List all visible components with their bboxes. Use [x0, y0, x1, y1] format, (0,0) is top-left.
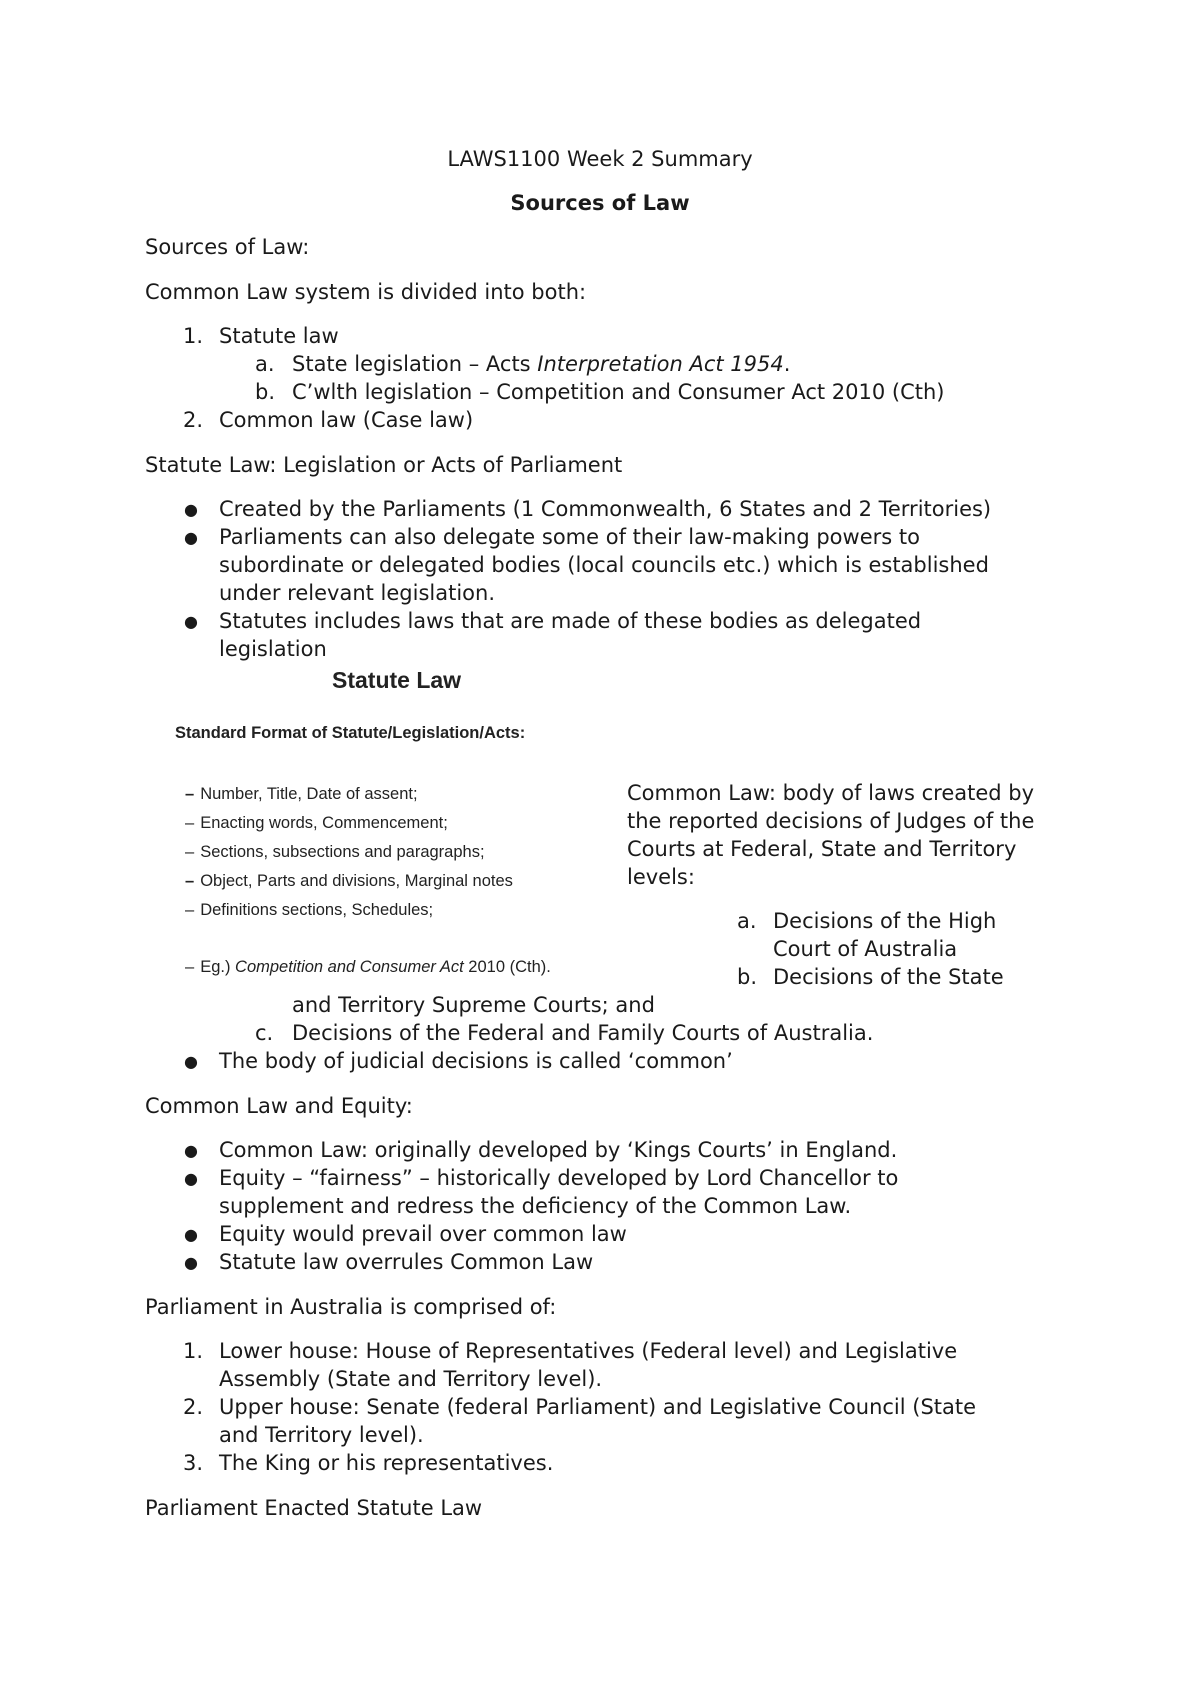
list-item: Parliaments can also delegate some of their law-making powers to [219, 525, 920, 549]
dash-icon: – [185, 843, 195, 861]
bullet-icon: ● [184, 528, 198, 547]
list-number: 2. [183, 1395, 204, 1419]
list-item: The King or his representatives. [219, 1451, 554, 1475]
slide-line-text: Number, Title, Date of assent; [200, 785, 418, 803]
equity-heading: Common Law and Equity: [145, 1094, 413, 1118]
list-number: 1. [183, 324, 204, 348]
final-heading: Parliament Enacted Statute Law [145, 1496, 483, 1520]
act-name: Interpretation Act 1954 [537, 352, 784, 376]
list-item: Common law (Case law) [219, 408, 474, 432]
list-item-continued: Court of Australia [773, 937, 958, 961]
list-item: C’wlth legislation – Competition and Consumer Act 2010 (Cth) [292, 380, 945, 404]
list-item: Decisions of the Federal and Family Courts of Australia. [292, 1021, 874, 1045]
list-item-continued: supplement and redress the deficiency of the Common Law. [219, 1194, 852, 1218]
text-line: Common Law: body of laws created by [627, 781, 1035, 805]
list-item [292, 350, 790, 378]
document-title: LAWS1100 Week 2 Summary [447, 147, 753, 171]
item-punct: . [783, 352, 791, 376]
list-item: Statute law overrules Common Law [219, 1250, 594, 1274]
list-item-continued: subordinate or delegated bodies (local councils etc.) which is established [219, 553, 989, 577]
list-item: Created by the Parliaments (1 Commonwealth, 6 States and 2 Territories) [219, 497, 992, 521]
list-item: Statutes includes laws that are made of these bodies as delegated [219, 609, 922, 633]
dash-icon: – [185, 872, 195, 890]
list-item: Common Law: originally developed by ‘Kings Courts’ in England. [219, 1138, 898, 1162]
document-heading: Sources of Law [510, 191, 690, 215]
slide-line [185, 838, 485, 866]
text-line: the reported decisions of Judges of the [627, 809, 1035, 833]
list-number: 3. [183, 1451, 204, 1475]
list-item: Statute law [219, 324, 339, 348]
dash-icon: – [185, 901, 195, 919]
example-suffix: 2010 (Cth). [468, 958, 551, 976]
slide-line [185, 780, 418, 808]
bullet-icon: ● [184, 1052, 198, 1071]
list-item-continued: and Territory Supreme Courts; and [292, 993, 655, 1017]
list-item: Upper house: Senate (federal Parliament) and Legislative Council (State [219, 1395, 977, 1419]
text-line: levels: [627, 865, 695, 889]
list-item-continued: under relevant legislation. [219, 581, 496, 605]
example-prefix: Eg.) [200, 958, 236, 976]
list-number: 2. [183, 408, 204, 432]
slide-subtitle: Standard Format of Statute/Legislation/Acts: [175, 724, 526, 742]
list-item: Lower house: House of Representatives (Federal level) and Legislative [219, 1339, 958, 1363]
statute-heading: Statute Law: Legislation or Acts of Parliament [145, 453, 623, 477]
text-line: Courts at Federal, State and Territory [627, 837, 1017, 861]
list-item: Equity – “fairness” – historically developed by Lord Chancellor to [219, 1166, 899, 1190]
bullet-icon: ● [184, 1169, 198, 1188]
sources-label: Sources of Law: [145, 235, 310, 259]
list-item: Decisions of the High [773, 909, 997, 933]
judicial-decisions-bullet: The body of judicial decisions is called ‘common’ [219, 1049, 733, 1073]
slide-title: Statute Law [332, 667, 462, 693]
slide-line-text: Enacting words, Commencement; [200, 814, 448, 832]
list-letter: b. [737, 965, 758, 989]
list-letter: a. [255, 352, 275, 376]
dash-icon: – [185, 958, 195, 976]
list-item: Decisions of the State [773, 965, 1004, 989]
common-law-intro: Common Law system is divided into both: [145, 280, 587, 304]
list-item: Equity would prevail over common law [219, 1222, 627, 1246]
bullet-icon: ● [184, 612, 198, 631]
slide-line [185, 809, 448, 837]
statute-law-slide-image [160, 664, 620, 984]
bullet-icon: ● [184, 1141, 198, 1160]
list-number: 1. [183, 1339, 204, 1363]
slide-line [185, 896, 433, 924]
list-letter: c. [255, 1021, 274, 1045]
list-item-continued: Assembly (State and Territory level). [219, 1367, 603, 1391]
parliament-heading: Parliament in Australia is comprised of: [145, 1295, 557, 1319]
dash-icon: – [185, 785, 195, 803]
slide-line-text: Definitions sections, Schedules; [200, 901, 434, 919]
bullet-icon: ● [184, 1253, 198, 1272]
list-item-continued: and Territory level). [219, 1423, 424, 1447]
example-act-name: Competition and Consumer Act [235, 958, 469, 976]
item-text: State legislation – Acts [292, 352, 538, 376]
bullet-icon: ● [184, 500, 198, 519]
list-letter: b. [255, 380, 276, 404]
slide-line-text: Object, Parts and divisions, Marginal notes [200, 872, 513, 890]
dash-icon: – [185, 814, 195, 832]
slide-example [185, 953, 551, 981]
slide-line-text: Sections, subsections and paragraphs; [200, 843, 485, 861]
list-item-continued: legislation [219, 637, 327, 661]
bullet-icon: ● [184, 1225, 198, 1244]
list-letter: a. [737, 909, 757, 933]
slide-line [185, 867, 513, 895]
